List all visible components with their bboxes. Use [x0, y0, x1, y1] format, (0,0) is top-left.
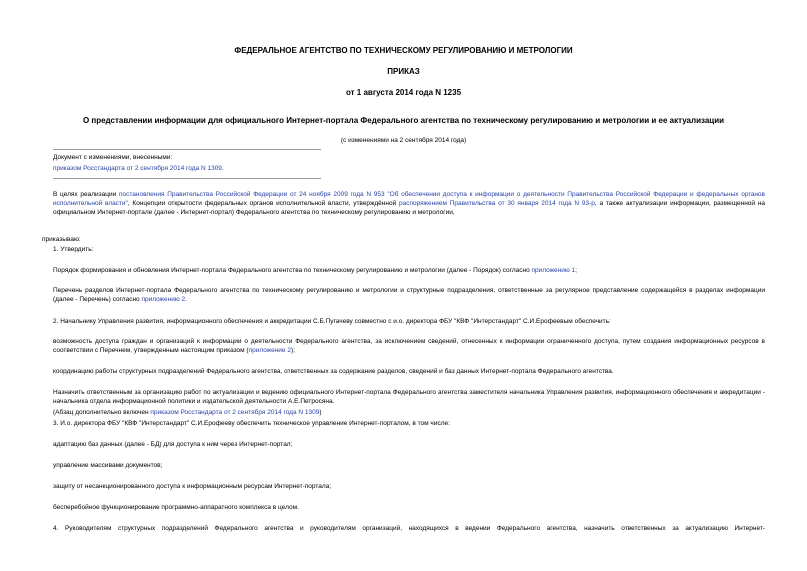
changes-box-top-rule [53, 149, 321, 150]
appendix-1-link[interactable]: приложению 1 [531, 267, 576, 274]
item-2c-paragraph: Назначить ответственным за организацию работ по актуализации и ведению официального Интернет-портала Федерального агентства заместителя начальника Управления развития, информационного обеспечения и аккредитации - начальника отдела информационной политики и издательской деятельности А.Е.Петросяна. [53, 389, 765, 405]
item-1a-end: ; [575, 267, 577, 274]
item-1a-paragraph [53, 266, 577, 275]
item-2c-note-text: (Абзац дополнительно включен [53, 409, 151, 416]
changes-box-intro: Документ с изменениями, внесенными: [53, 154, 173, 161]
item-1a-text: Порядок формирования и обновления Интернет-портала Федерального агентства по техническому регулированию и метрологии (далее - Порядок) согласно [53, 267, 532, 274]
changes-box-period: . [221, 165, 224, 172]
appendix-2-link[interactable]: приложению 2 [141, 296, 186, 303]
appendix-2-ref-link[interactable]: приложение 2 [248, 347, 291, 354]
item-2-heading: 2. Начальнику Управления развития, информационного обеспечения и аккредитации С.Б.Пугачеву совместно с и.о. директора ФБУ "КВФ "Интерстандарт" С.И.Ерофеевым обеспечить: [53, 318, 611, 325]
document-title: О представлении информации для официального Интернет-портала Федерального агентства по техническому регулированию и метрологии и ее актуализации [82, 116, 725, 125]
preamble-text-end: , а также актуализации информации, размещенной на официальном Интернет-портале (далее - Интернет-портал) Федерального агентства по техническому регулированию и метрологии, [53, 200, 766, 216]
amendment-1309-link[interactable]: приказом Росстандарта от 2 сентября 2014 года N 1309 [150, 409, 320, 416]
item-2b-paragraph: координацию работы структурных подразделений Федерального агентства, ответственных за содержание разделов, сведений и баз данных Интернет-портала Федерального агентства. [53, 368, 614, 375]
amendment-order-link[interactable]: приказом Росстандарта от 2 сентября 2014 года N 1309 [53, 165, 222, 172]
agency-name: ФЕДЕРАЛЬНОЕ АГЕНТСТВО ПО ТЕХНИЧЕСКОМУ РЕГУЛИРОВАНИЮ И МЕТРОЛОГИИ [234, 46, 573, 55]
government-order-93r-link[interactable]: распоряжением Правительства от 30 января 2014 года N 93-р [399, 200, 595, 207]
document-date-number: от 1 августа 2014 года N 1235 [345, 88, 462, 97]
preamble-paragraph [53, 190, 765, 217]
item-2a-text: возможность доступа граждан и организаций к информации о деятельности Федерального агентства, за исключением сведений, отнесенных к информации ограниченного доступа, путем создания информационных ресурсов в соответствии с Перечнем, утвержденным настоящим приказом ( [53, 338, 765, 354]
item-3c: защиту от несанкционированного доступа к информационным ресурсам Интернет-портала; [53, 483, 332, 490]
item-3b: управление массивами документов; [53, 462, 163, 469]
item-2c-note-end: ) [319, 409, 322, 416]
item-1b-paragraph [53, 286, 765, 304]
amendments-note: (с изменениями на 2 сентября 2014 года) [340, 137, 467, 144]
item-3-heading: 3. И.о. директора ФБУ "КВФ "Интерстандарт" С.И.Ерофееву обеспечить техническое управление Интернет-порталом, в том числе: [53, 420, 450, 427]
document-type: ПРИКАЗ [387, 67, 420, 76]
item-2a-end: ); [290, 347, 295, 354]
changes-box-entry [53, 164, 224, 173]
item-2c-note [53, 408, 322, 417]
item-3a: адаптацию баз данных (далее - БД) для доступа к ним через Интернет-портал; [53, 441, 293, 448]
item-4-paragraph: 4. Руководителям структурных подразделений Федерального агентства и руководителям организаций, находящихся в ведении Федерального агентства, назначить ответственных за актуализацию Интернет- [53, 525, 765, 532]
item-1-heading: 1. Утвердить: [53, 246, 94, 253]
item-3d: бесперебойное функционирование программно-аппаратного комплекса в целом. [53, 504, 299, 511]
changes-box-bottom-rule [53, 178, 321, 179]
government-decree-953-link[interactable]: постановления Правительства Российской Федерации от 24 ноября 2009 года N 953 "Об обеспечении доступа к информации о деятельности Правительства Российской Федерации и федеральных органов исполнительной власти" [53, 191, 765, 207]
item-1b-text: Перечень разделов Интернет-портала Федерального агентства по техническому регулированию и метрологии и структурные подразделения, ответственные за регулярное представление содержащейся в разделах информации (далее - Перечень) согласно [53, 287, 765, 303]
preamble-text-start: В целях реализации [53, 191, 119, 198]
item-1b-end: . [185, 296, 187, 303]
item-2a-paragraph [53, 337, 765, 355]
orders-label: приказываю: [42, 236, 81, 243]
preamble-text-middle: , Концепции открытости федеральных органов исполнительной власти, утверждённой [127, 200, 399, 207]
